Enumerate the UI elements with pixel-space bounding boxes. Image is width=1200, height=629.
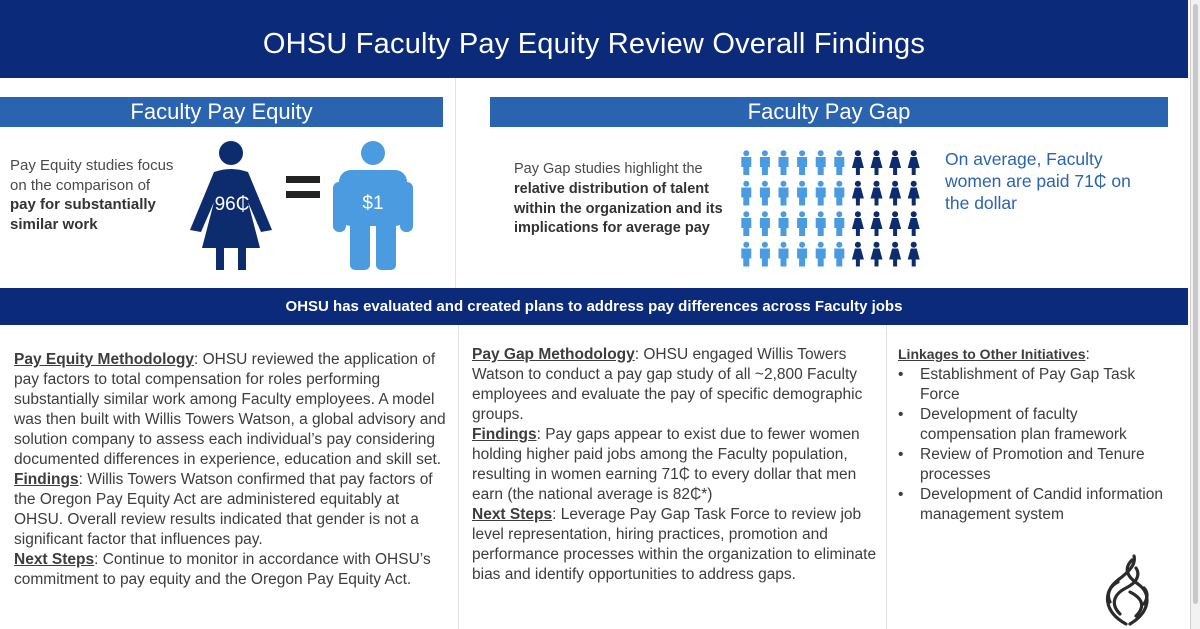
woman-figure-icon [852, 211, 864, 236]
woman-figure-icon [889, 242, 901, 267]
linkage-item: • Establishment of Pay Gap Task Force [898, 365, 1178, 405]
man-figure-icon [779, 181, 789, 206]
man-figure-icon [834, 181, 844, 206]
man-figure-icon [797, 181, 807, 206]
man-figure-icon [816, 242, 826, 267]
woman-figure-icon [852, 181, 864, 206]
man-figure-icon [741, 242, 751, 267]
man-figure-icon [760, 181, 770, 206]
pay-equity-details [14, 350, 446, 590]
man-figure-icon [779, 150, 789, 175]
vertical-scrollbar[interactable] [1190, 0, 1200, 629]
man-figure-icon [779, 211, 789, 236]
pay-gap-methodology-label: Pay Gap Methodology [472, 346, 635, 363]
woman-figure-icon [871, 242, 883, 267]
pay-gap-description [514, 160, 729, 239]
column-divider-1 [458, 325, 459, 629]
pay-equity-next-steps-label: Next Steps [14, 551, 95, 568]
pay-gap-next-steps-text: : Leverage Pay Gap Task Force to review job level representation, hiring practices, promotion and performance processes within the organization to eliminate bias and identify opportunities to address gaps. [472, 506, 877, 583]
pay-gap-description-plain: Pay Gap studies highlight the [514, 161, 703, 177]
woman-figure-icon [889, 211, 901, 236]
man-figure-icon [834, 150, 844, 175]
woman-figure-icon [908, 242, 920, 267]
woman-figure-icon [871, 211, 883, 236]
scrollbar-thumb[interactable] [1193, 4, 1198, 604]
woman-figure-icon [889, 181, 901, 206]
man-figure-icon [760, 211, 770, 236]
pay-gap-heading: Faculty Pay Gap [490, 97, 1168, 127]
page-title: OHSU Faculty Pay Equity Review Overall Findings [262, 27, 926, 60]
equals-icon [286, 176, 320, 198]
linkages-label-suffix: : [1085, 346, 1090, 363]
man-figure-icon [760, 150, 770, 175]
man-figure-icon [741, 150, 751, 175]
woman-figure-icon [889, 150, 901, 175]
man-pay-value: $1 [362, 193, 384, 214]
man-figure-icon [816, 211, 826, 236]
pay-gap-methodology-text: : OHSU engaged Willis Towers Watson to conduct a pay gap study of all ~2,800 Faculty employees and evaluate the pay of specific demographic groups. [472, 346, 863, 423]
pay-gap-statistic: On average, Faculty women are paid 71₵ on the dollar [945, 149, 1131, 213]
man-figure-icon [741, 181, 751, 206]
woman-figure-icon [852, 242, 864, 267]
man-figure-icon [816, 181, 826, 206]
pay-equity-heading: Faculty Pay Equity [0, 97, 443, 127]
man-figure-icon [797, 150, 807, 175]
ohsu-flame-logo [1096, 554, 1158, 626]
woman-figure-icon [871, 150, 883, 175]
pay-gap-description-bold: relative distribution of talent within the organization and its implications for average pay [514, 180, 723, 237]
woman-figure-icon [871, 181, 883, 206]
man-figure-icon [760, 242, 770, 267]
linkages-panel [898, 344, 1178, 525]
linkages-label: Linkages to Other Initiatives [898, 346, 1086, 362]
pay-equity-methodology-label: Pay Equity Methodology [14, 351, 194, 368]
action-banner: OHSU has evaluated and created plans to address pay differences across Faculty jobs [0, 288, 1188, 325]
column-divider-2 [886, 325, 887, 629]
pay-equity-description [10, 156, 175, 234]
man-figure-icon [741, 211, 751, 236]
woman-pay-value: 96₵ [214, 194, 250, 215]
pay-gap-people-grid [737, 148, 923, 270]
woman-figure-icon [908, 181, 920, 206]
man-figure-icon [797, 211, 807, 236]
pay-gap-next-steps-label: Next Steps [472, 506, 553, 523]
pay-equity-description-bold: pay for substantially similar work [10, 196, 156, 233]
man-figure-icon [797, 242, 807, 267]
pay-gap-findings-text: : Pay gaps appear to exist due to fewer women holding higher paid jobs among the Faculty population, resulting in women earning 71₵ to every dollar that men earn (the national average is 82₵*) [472, 426, 860, 503]
linkage-item: • Review of Promotion and Tenure processes [898, 445, 1178, 485]
man-figure-icon [779, 242, 789, 267]
pay-equity-next-steps-text: : Continue to monitor in accordance with OHSU’s commitment to pay equity and the Oregon Pay Equity Act. [14, 551, 431, 588]
pay-gap-findings-label: Findings [472, 426, 537, 443]
woman-figure-icon [852, 150, 864, 175]
man-figure-icon [834, 242, 844, 267]
linkages-list [898, 365, 1178, 525]
linkage-item: • Development of Candid information management system [898, 485, 1178, 525]
man-figure-icon [816, 150, 826, 175]
title-bar [0, 0, 1188, 78]
woman-figure-icon [908, 150, 920, 175]
pay-equity-methodology-text: : OHSU reviewed the application of pay factors to total compensation for roles performing substantially similar work among Faculty employees. A model was then built with Willis Towers Watson, a global advisory and solution company to assess each individual’s pay considering documented differences in experience, education and skill set. [14, 351, 446, 468]
pay-equity-description-plain: Pay Equity studies focus on the comparison of [10, 157, 174, 194]
woman-figure-icon [908, 211, 920, 236]
top-divider [455, 78, 456, 288]
man-figure-icon [834, 211, 844, 236]
linkage-item: • Development of faculty compensation plan framework [898, 405, 1178, 445]
pay-equity-findings-label: Findings [14, 471, 79, 488]
pay-equity-findings-text: : Willis Towers Watson confirmed that pay factors of the Oregon Pay Equity Act are administered equitably at OHSU. Overall review results indicated that gender is not a significant factor that influences pay. [14, 471, 433, 548]
pay-gap-details [472, 345, 877, 585]
